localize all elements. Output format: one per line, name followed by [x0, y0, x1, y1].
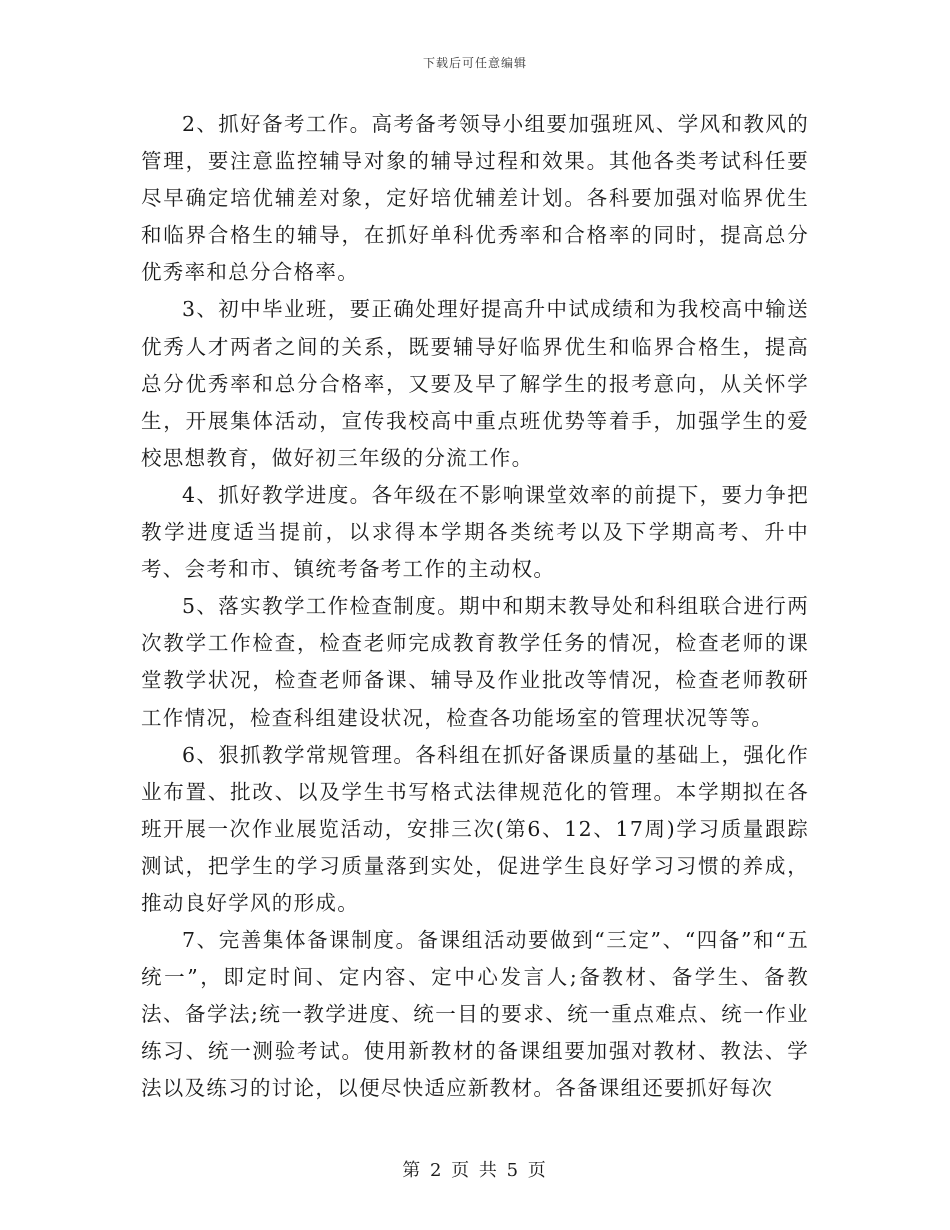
document-body	[141, 106, 809, 1108]
paragraph-7: 7、完善集体备课制度。备课组活动要做到“三定”、“四备”和“五统一”，即定时间、定内容、定中心发言人;备教材、备学生、备教法、备学法;统一教学进度、统一目的要求、统一重点难点、统一作业练习、统一测验考试。使用新教材的备课组要加强对教材、教法、学法以及练习的讨论，以便尽快适应新教材。各备课组还要抓好每次	[141, 928, 809, 1101]
paragraph-4: 4、抓好教学进度。各年级在不影响课堂效率的前提下，要力争把教学进度适当提前，以求得本学期各类统考以及下学期高考、升中考、会考和市、镇统考备考工作的主动权。	[141, 482, 809, 582]
paragraph-5: 5、落实教学工作检查制度。期中和期末教导处和科组联合进行两次教学工作检查，检查老师完成教育教学任务的情况，检查老师的课堂教学状况，检查老师备课、辅导及作业批改等情况，检查老师教研工作情况，检查科组建设状况，检查各功能场室的管理状况等等。	[141, 594, 809, 730]
page-header: 下载后可任意编辑	[422, 56, 527, 70]
paragraph-6: 6、狠抓教学常规管理。各科组在抓好备课质量的基础上，强化作业布置、批改、以及学生书写格式法律规范化的管理。本学期拟在各班开展一次作业展览活动，安排三次(第6、12、17周)学习质量跟踪测试，把学生的学习质量落到实处，促进学生良好学习习惯的养成，推动良好学风的形成。	[141, 742, 809, 915]
paragraph-2: 2、抓好备考工作。高考备考领导小组要加强班风、学风和教风的管理，要注意监控辅导对象的辅导过程和效果。其他各类考试科任要尽早确定培优辅差对象，定好培优辅差计划。各科要加强对临界优生和临界合格生的辅导，在抓好单科优秀率和合格率的同时，提高总分优秀率和总分合格率。	[141, 112, 809, 285]
page-number-footer: 第 2 页 共 5 页	[402, 1160, 548, 1181]
paragraph-3: 3、初中毕业班，要正确处理好提高升中试成绩和为我校高中输送优秀人才两者之间的关系，既要辅导好临界优生和临界合格生，提高总分优秀率和总分合格率，又要及早了解学生的报考意向，从关怀学生，开展集体活动，宣传我校高中重点班优势等着手，加强学生的爱校思想教育，做好初三年级的分流工作。	[141, 297, 809, 470]
